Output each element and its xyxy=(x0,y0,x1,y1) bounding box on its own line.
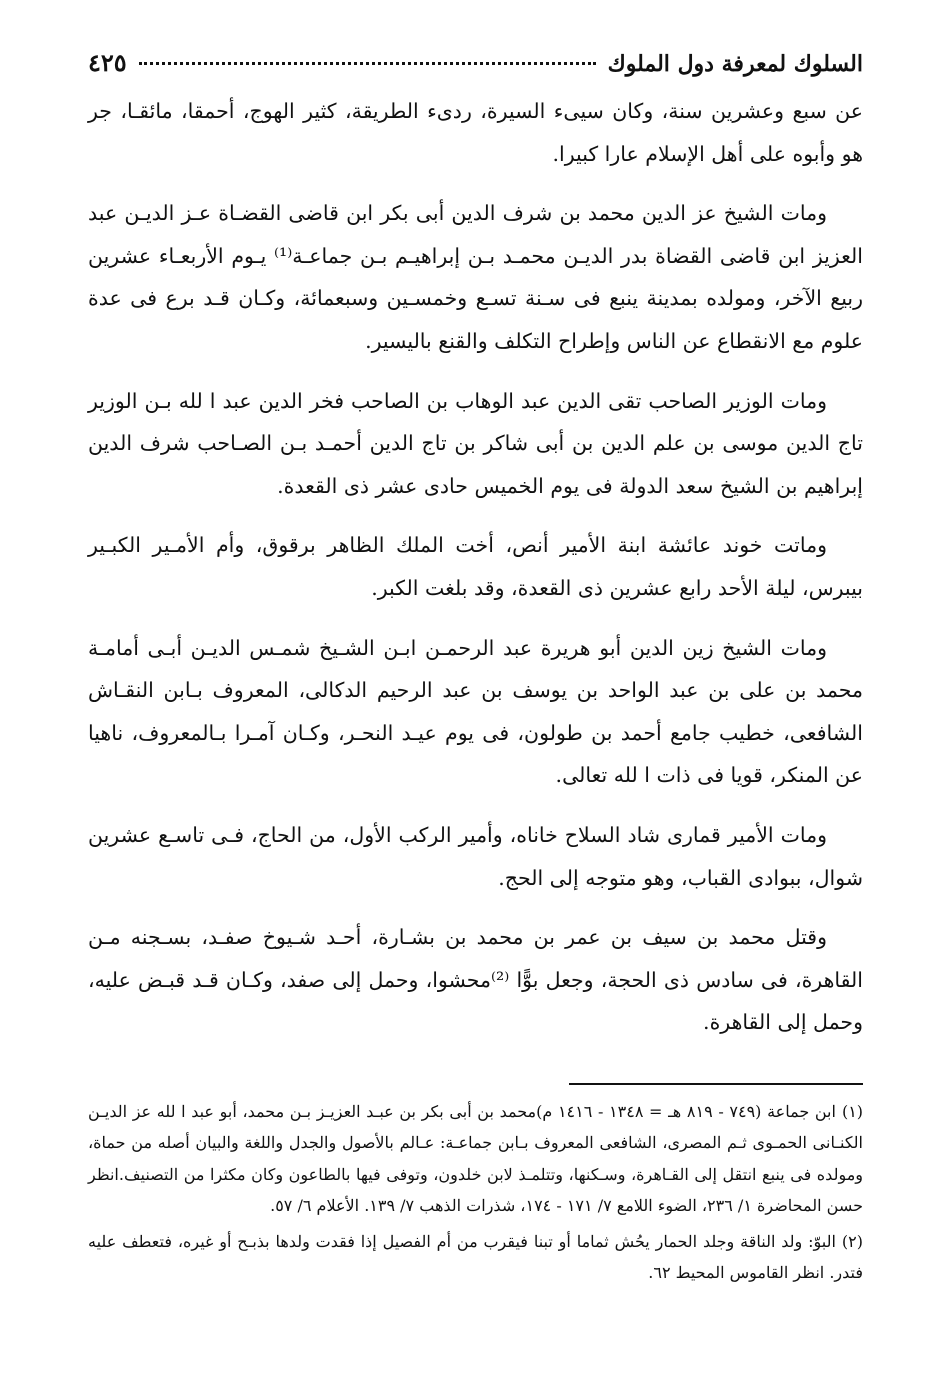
footnote-separator xyxy=(569,1083,863,1085)
footnote xyxy=(88,1096,863,1222)
paragraph: ومات الوزير الصاحب تقى الدين عبد الوهاب بن الصاحب فخر الدين عبد ا لله بـن الوزير تاج الدين موسى بن علم الدين بن أبى شاكر بن تاج الدين أحمـد بـن الصـاحب شرف الدين إبراهيم بن الشيخ سعد الدولة فى يوم الخميس حادى عشر ذى القعدة. xyxy=(88,388,863,498)
page-body xyxy=(88,48,863,1061)
leader-dots xyxy=(139,62,596,65)
footnote-number: (٢) xyxy=(841,1231,863,1251)
footnote xyxy=(88,1226,863,1289)
paragraph: ومات الشيخ عز الدين محمد بن شرف الدين أبى بكر ابن قاضى القضـاة عـز الديـن عبد العزيز ابن قاضى القضاة بدر الديـن محمـد بـن إبراهيـم بـن جماعـة⁽¹⁾ يـوم الأربعـاء عشرين ربيع الآخر، ومولده بمدينة ينبع فى سـنة تسـع وخمسـين وسبعمائة، وكـان قـد برع فى عدة علوم مع الانقطاع عن الناس وإطراح التكلف والقنع باليسير. xyxy=(88,201,863,353)
footnotes xyxy=(88,1096,863,1292)
paragraph: ومات الأمير قمارى شاد السلاح خاناه، وأمير الركب الأول، من الحاج، فـى تاسـع عشرين شوال، ببوادى القباب، وهو متوجه إلى الحج. xyxy=(88,822,863,890)
footnote-text: ابن جماعة (٧٤٩ - ٨١٩ هـ = ١٣٤٨ - ١٤١٦ م)محمد بن أبى بكر بن عبـد العزيـز بـن محمد، أبو عبد ا لله عز الديـن الكنـانى الحمـوى ثـم المصرى، الشافعى المعروف بـابن جماعـة: عـالم بالأصول والجدل واللغة والبيان أصله من حماة، ومولده فى ينبع انتقل إلى القـاهرة، وسـكنها، وتتلمـذ لابن خلدون، وتوفى فيها بالطاعون وكان مكثرا من التصنيف.انظر حسن المحاضرة ١/ ٢٣٦، الضوء اللامع ٧/ ١٧١ - ١٧٤، شذرات الذهب ٧/ ١٣٩. الأعلام ٦/ ٥٧. xyxy=(88,1102,863,1216)
book-title: السلوك لمعرفة دول الملوك xyxy=(607,51,863,77)
footnote-text: البوّ: ولد الناقة وجلد الحمار يحُش ثماما أو تبنا فيقرب من أم الفصيل إذا فقدت ولدها بذبـح أو غيره، فتعطف عليه فتدر. انظر القاموس المحيط ٦٢. xyxy=(88,1231,863,1283)
main-text xyxy=(88,90,863,1044)
paragraph: وقتل محمد بن سيف بن عمر بن محمد بن بشـارة، أحـد شـيوخ صفـد، بسـجنه مـن القاهرة، فى سادس ذى الحجة، وجعل بوًّا ⁽²⁾محشوا، وحمل إلى صفد، وكـان قـد قبـض عليه، وحمل إلى القاهرة. xyxy=(88,925,863,1035)
footnote-number: (١) xyxy=(841,1102,864,1121)
paragraph: وماتت خوند عائشة ابنة الأمير أنص، أخت الملك الظاهر برقوق، وأم الأمـير الكبـير بيبرس، ليلة الأحد رابع عشرين ذى القعدة، وقد بلغت الكبر. xyxy=(88,533,863,600)
paragraph: ومات الشيخ زين الدين أبو هريرة عبد الرحمـن ابـن الشـيخ شمـس الديـن أبـى أمامـة محمد بن على بن عبد الواحد بن يوسف بن عبد الرحيم الدكالى، المعروف بـابن النقـاش الشافعى، خطيب جامع أحمد بن طولون، فى يوم عيـد النحـر، وكـان آمـرا بـالمعروف، ناهيا عن المنكر، قويا فى ذات ا لله تعالى. xyxy=(88,635,863,788)
running-head xyxy=(88,48,863,88)
paragraph: عن سبع وعشرين سنة، وكان سيىء السيرة، ردىء الطريقة، كثير الهوج، أحمقا، مائقـا، جر هو وأبوه على أهل الإسلام عارا كبيرا. xyxy=(88,99,863,166)
page-number: ٤٢٥ xyxy=(88,48,127,77)
